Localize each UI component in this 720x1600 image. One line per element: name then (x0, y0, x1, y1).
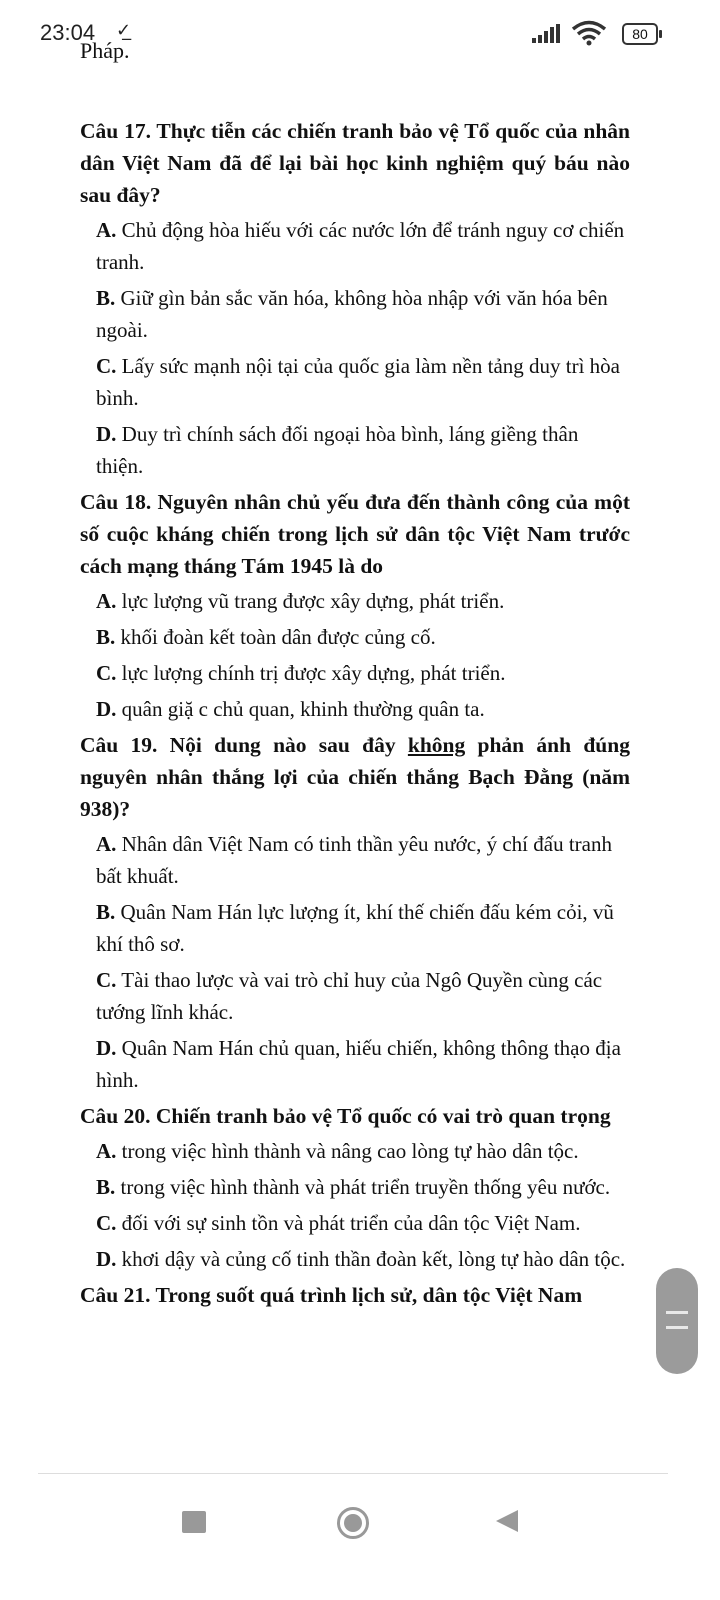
option-letter: B. (96, 900, 116, 924)
document-content (80, 115, 630, 1314)
option-letter: C. (96, 354, 117, 378)
clock: 23:04 (40, 20, 96, 45)
option-text: khối đoàn kết toàn dân được củng cố. (120, 625, 436, 649)
option-text: Lấy sức mạnh nội tại của quốc gia làm nền tảng duy trì hòa bình. (96, 354, 620, 410)
question-title-part: Câu 19. Nội dung nào sau đây (80, 733, 408, 757)
status-bar (0, 0, 720, 56)
answer-option (96, 621, 630, 653)
option-text: Giữ gìn bản sắc văn hóa, không hòa nhập với văn hóa bên ngoài. (96, 286, 608, 342)
option-text: Nhân dân Việt Nam có tinh thần yêu nước, ý chí đấu tranh bất khuất. (96, 832, 612, 888)
answer-option (96, 1135, 630, 1167)
recents-button[interactable] (182, 1511, 206, 1533)
wifi-icon (571, 20, 607, 46)
option-text: quân giặ c chủ quan, khinh thường quân ta. (121, 697, 485, 721)
question-title (80, 729, 630, 825)
option-text: Duy trì chính sách đối ngoại hòa bình, láng giềng thân thiện. (96, 422, 579, 478)
option-letter: D. (96, 422, 117, 446)
answer-option (96, 1243, 630, 1275)
option-text: Quân Nam Hán lực lượng ít, khí thế chiến đấu kém cỏi, vũ khí thô sơ. (96, 900, 614, 956)
option-letter: C. (96, 1211, 117, 1235)
option-text: lực lượng chính trị được xây dựng, phát triển. (121, 661, 506, 685)
option-text: Chủ động hòa hiếu với các nước lớn để tránh nguy cơ chiến tranh. (96, 218, 625, 274)
option-text: đối với sự sinh tồn và phát triển của dân tộc Việt Nam. (121, 1211, 581, 1235)
option-letter: A. (96, 218, 117, 242)
option-text: trong việc hình thành và phát triển truyền thống yêu nước. (120, 1175, 611, 1199)
option-text: Tài thao lược và vai trò chỉ huy của Ngô Quyền cùng các tướng lĩnh khác. (96, 968, 603, 1024)
option-text: Quân Nam Hán chủ quan, hiếu chiến, không thông thạo địa hình. (96, 1036, 621, 1092)
answer-option (96, 418, 630, 482)
back-button[interactable] (496, 1510, 518, 1532)
question-title-part: phản ánh đúng nguyên nhân thắng lợi của chiến thắng Bạch Đằng (năm 938)? (80, 733, 630, 821)
option-letter: A. (96, 589, 117, 613)
option-letter: B. (96, 286, 116, 310)
option-letter: D. (96, 697, 117, 721)
option-letter: D. (96, 1247, 117, 1271)
answer-option (96, 282, 630, 346)
question-title: Câu 21. Trong suốt quá trình lịch sử, dân tộc Việt Nam (80, 1283, 583, 1307)
signal-icon (532, 24, 562, 44)
answer-option (96, 1207, 630, 1239)
answer-option (96, 693, 630, 725)
answer-option (96, 585, 630, 617)
option-letter: A. (96, 832, 117, 856)
answer-option (96, 828, 630, 892)
scrollbar-handle[interactable] (656, 1268, 698, 1374)
answer-option (96, 214, 630, 278)
question-title-part: không (407, 733, 466, 757)
home-button[interactable] (337, 1507, 369, 1539)
answer-option (96, 896, 630, 960)
answer-option (96, 964, 630, 1028)
option-letter: C. (96, 968, 117, 992)
download-done-icon: ✓̲ (116, 20, 132, 41)
option-text: khơi dậy và củng cố tinh thần đoàn kết, lòng tự hào dân tộc. (121, 1247, 626, 1271)
option-letter: D. (96, 1036, 117, 1060)
option-letter: B. (96, 625, 116, 649)
option-text: trong việc hình thành và nâng cao lòng tự hào dân tộc. (121, 1139, 579, 1163)
answer-option (96, 350, 630, 414)
question-title: Câu 17. Thực tiễn các chiến tranh bảo vệ Tổ quốc của nhân dân Việt Nam đã để lại bài học kinh nghiệm quý báu nào sau đây? (80, 119, 630, 207)
option-letter: B. (96, 1175, 116, 1199)
question-title: Câu 18. Nguyên nhân chủ yếu đưa đến thành công của một số cuộc kháng chiến trong lịch sử dân tộc Việt Nam trước cách mạng tháng Tám 1945 là do (80, 490, 630, 578)
cut-off-text: Pháp. (80, 38, 130, 63)
divider (38, 1473, 668, 1474)
answer-option (96, 1032, 630, 1096)
option-text: lực lượng vũ trang được xây dựng, phát triển. (121, 589, 505, 613)
question-title: Câu 20. Chiến tranh bảo vệ Tổ quốc có vai trò quan trọng (80, 1104, 611, 1128)
answer-option (96, 657, 630, 689)
option-letter: A. (96, 1139, 117, 1163)
battery-icon: 80 (622, 23, 658, 45)
navigation-bar (0, 1480, 720, 1600)
answer-option (96, 1171, 630, 1203)
option-letter: C. (96, 661, 117, 685)
